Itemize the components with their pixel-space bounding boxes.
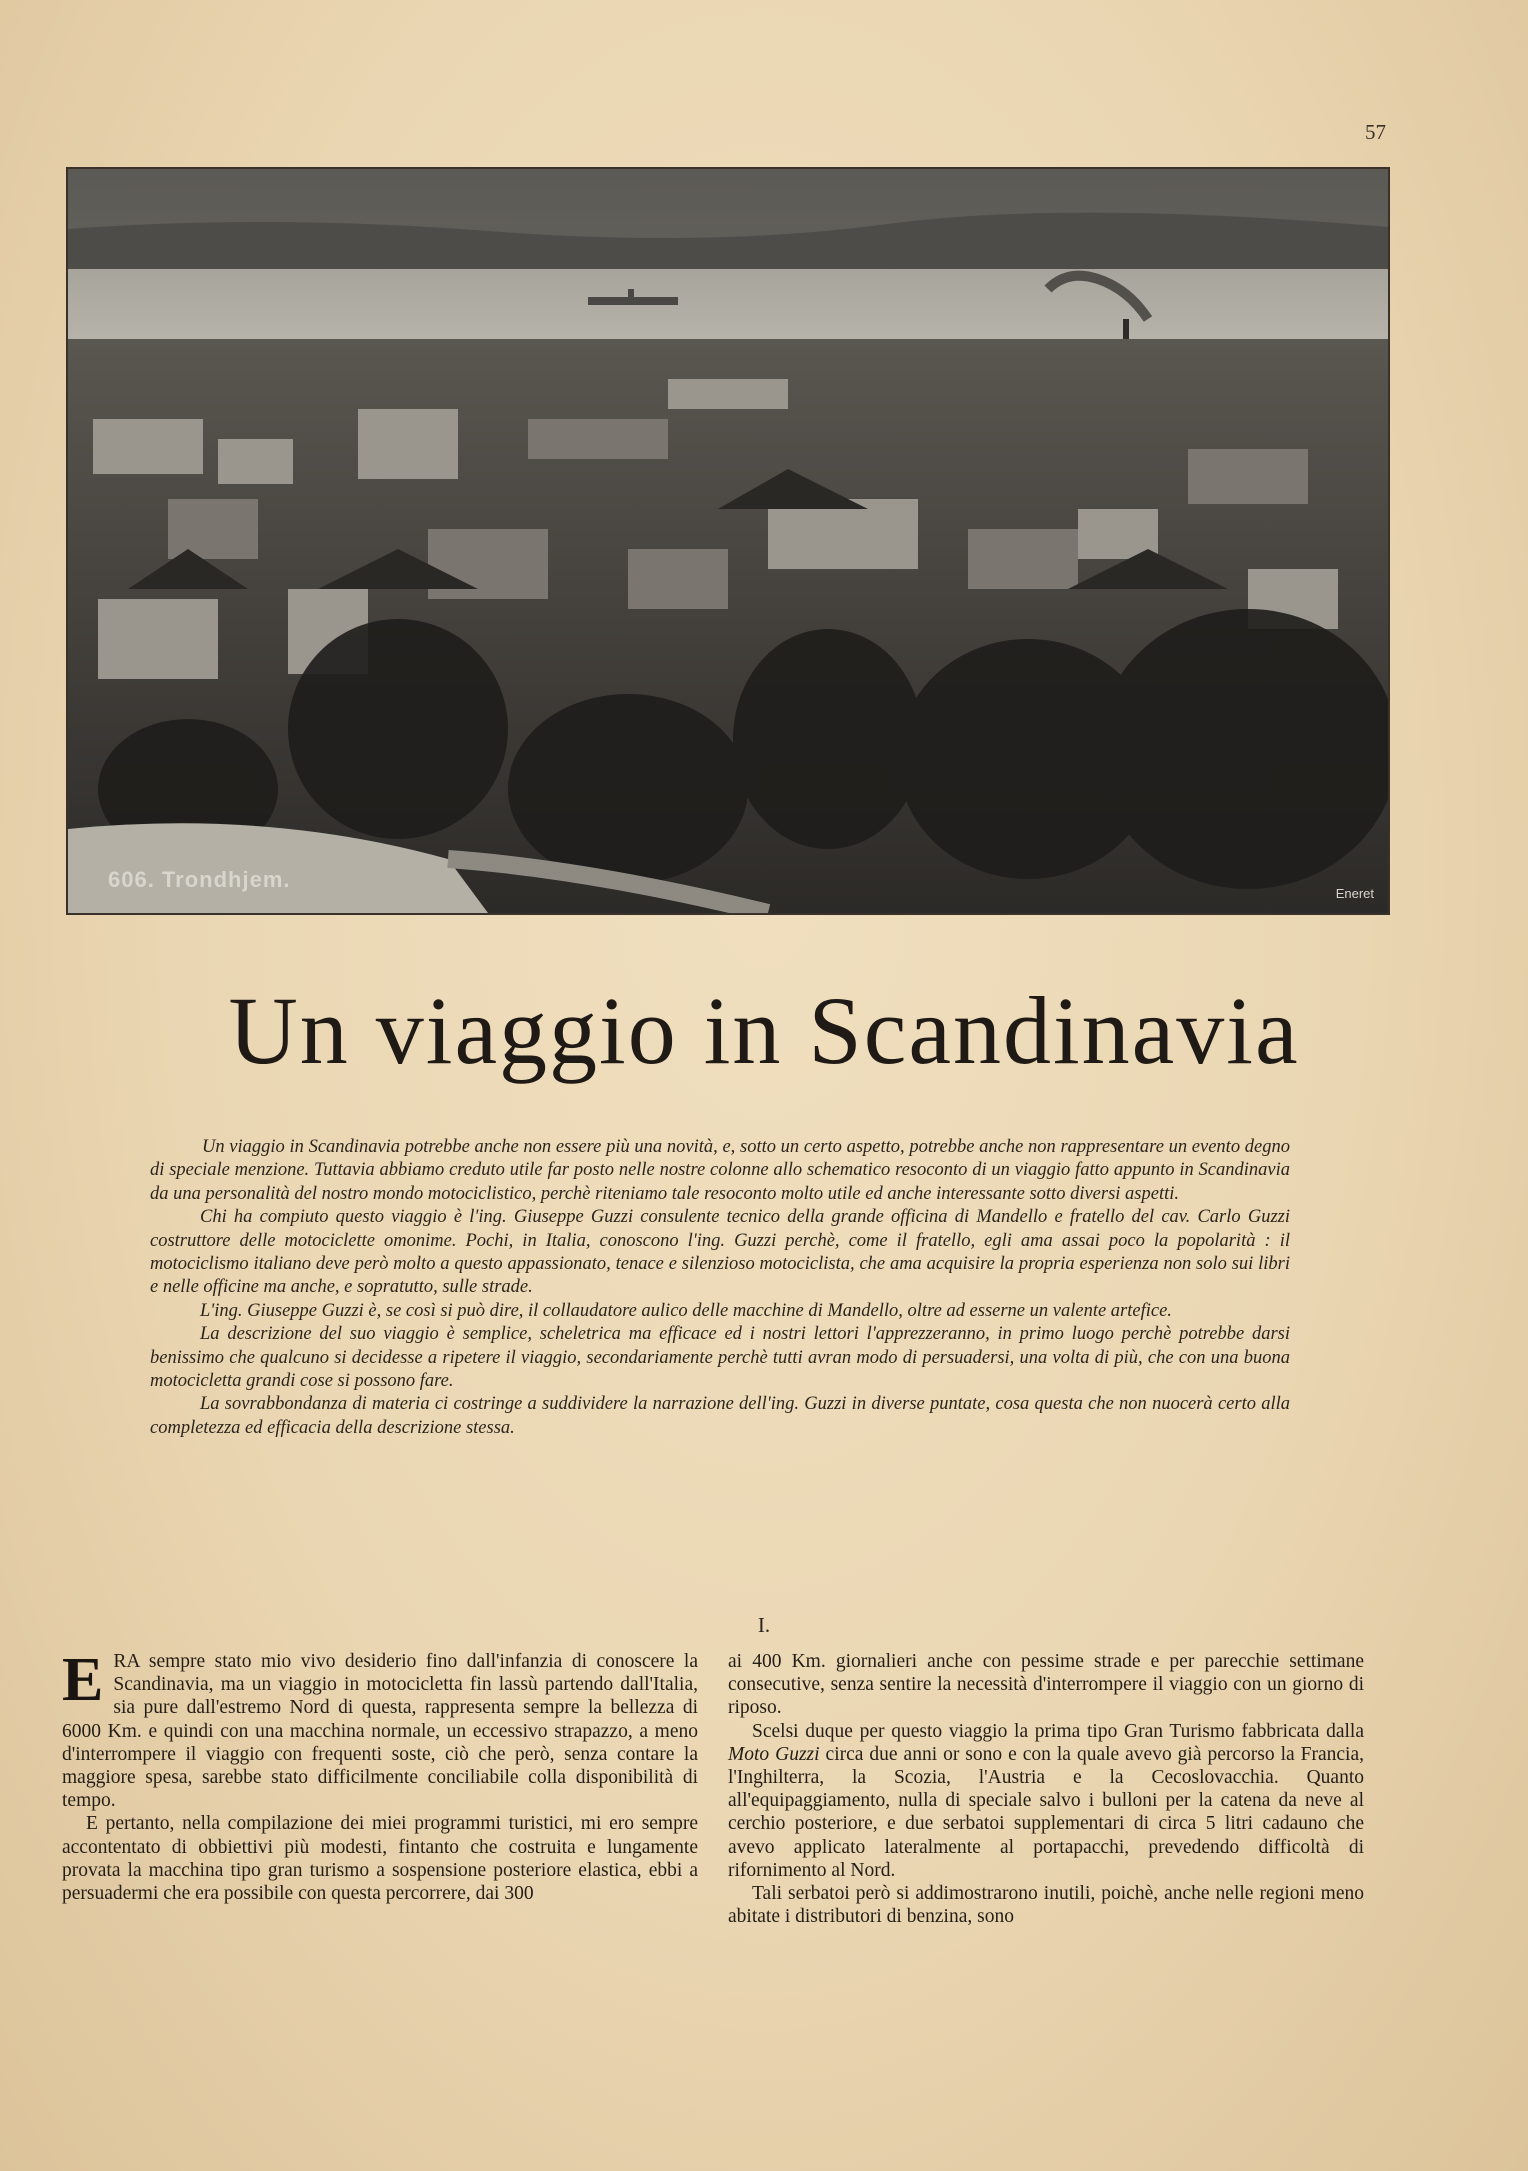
body-paragraph: Tali serbatoi però si addimostrarono inutili, poichè, anche nelle regioni meno abitate i distributori di benzina, sono — [728, 1883, 1364, 1928]
photo-caption: 606. Trondhjem. — [108, 867, 291, 892]
brand-name: Moto Guzzi — [728, 1743, 820, 1765]
intro-paragraph: La sovrabbondanza di materia ci costringe a suddividere la narrazione dell'ing. Guzzi in diverse puntate, cosa questa che non nuocerà certo alla completezza ed efficacia della descrizione stessa. — [150, 1394, 1290, 1438]
body-paragraph: E pertanto, nella compilazione dei miei programmi turistici, mi ero sempre accontentato di obbiettivi più modesti, fintanto che costruita e lungamente provata la macchina tipo gran turismo a sospensione posteriore elastica, ebbi a persuadermi che era possibile con questa percorrere, dai 300 — [62, 1813, 698, 1905]
article-intro — [150, 1136, 1290, 1440]
body-text: Scelsi duque per questo viaggio la prima tipo Gran Turismo fabbricata dalla — [752, 1720, 1364, 1742]
intro-paragraph: Un viaggio in Scandinavia potrebbe anche non essere più una novità, e, sotto un certo aspetto, potrebbe anche non rappresentare un evento degno di speciale menzione. Tuttavia abbiamo creduto utile far posto nelle nostre colonne allo schematico resoconto di un viaggio fatto appunto in Scandinavia da una personalità del nostro mondo motociclistico, perchè riteniamo tale resoconto molto utile ed anche interessante sotto diversi aspetti. — [150, 1137, 1290, 1204]
right-column — [728, 1650, 1364, 1928]
article-title: Un viaggio in Scandinavia — [228, 977, 1300, 1084]
city-panorama-illustration — [68, 169, 1388, 913]
left-column — [62, 1646, 698, 1905]
body-paragraph: ai 400 Km. giornalieri anche con pessime strade e per parecchie settimane consecutive, senza sentire la necessità d'interrompere il viaggio con un giorno di riposo. — [728, 1651, 1364, 1719]
body-paragraph — [728, 1720, 1364, 1882]
section-number: I. — [757, 1613, 771, 1637]
trondhjem-photograph — [66, 167, 1390, 915]
body-text: circa due anni or sono e con la quale avevo già percorso la Francia, l'Inghilterra, la Scozia, l'Austria e la Cecoslovacchia. Quanto all'equipaggiamento, nulla di speciale salvo i bulloni per la catena da neve al cerchio posteriore, e due serbatoi supplementari di circa 5 litri cadauno che avevo applicato lateralmente al portapacchi, prevedendo difficoltà di rifornimento al Nord. — [728, 1743, 1364, 1881]
drop-cap: E — [62, 1646, 104, 1714]
body-text: RA sempre stato mio vivo desiderio fino dall'infanzia di conoscere la Scandinavia, ma un viaggio in motocicletta fin lassù partendo dall'Italia, sia pure dall'estremo Nord di questa, rappresenta sempre la bellezza di 6000 Km. e quindi con una macchina normale, un eccessivo strapazzo, a meno d'interrompere il viaggio con frequenti soste, ciò che però, senza contare la maggiore spesa, sarebbe stato difficilmente conciliabile colla disponibilità di tempo. — [62, 1651, 698, 1812]
photo-credit: Eneret — [1335, 886, 1374, 901]
page-number: 57 — [1365, 120, 1386, 144]
intro-paragraph: L'ing. Giuseppe Guzzi è, se così si può dire, il collaudatore aulico delle macchine di Mandello, oltre ad esserne un valente artefice. — [200, 1300, 1172, 1321]
intro-paragraph: La descrizione del suo viaggio è semplice, scheletrica ma efficace ed i nostri lettori l'apprezzeranno, in primo luogo perchè potrebbe darsi benissimo che qualcuno si decidesse a ripetere il viaggio, secondariamente perchè tutti avran modo di persuadersi, una volta di più, che con una buona motocicletta grandi cose si possono fare. — [150, 1324, 1290, 1392]
body-paragraph — [62, 1646, 698, 1812]
intro-paragraph: Chi ha compiuto questo viaggio è l'ing. Giuseppe Guzzi consulente tecnico della grande officina di Mandello e fratello del cav. Carlo Guzzi costruttore delle motociclette omonime. Pochi, in Italia, conoscono l'ing. Guzzi perchè, come il fratello, egli ama assai poco la popolarità : il motociclismo italiano deve però molto a questo appassionato, tenace e silenzioso motociclista, che ama acquisire la propria esperienza non solo sui libri e nelle officine ma anche, e sopratutto, sulle strade. — [150, 1207, 1290, 1298]
